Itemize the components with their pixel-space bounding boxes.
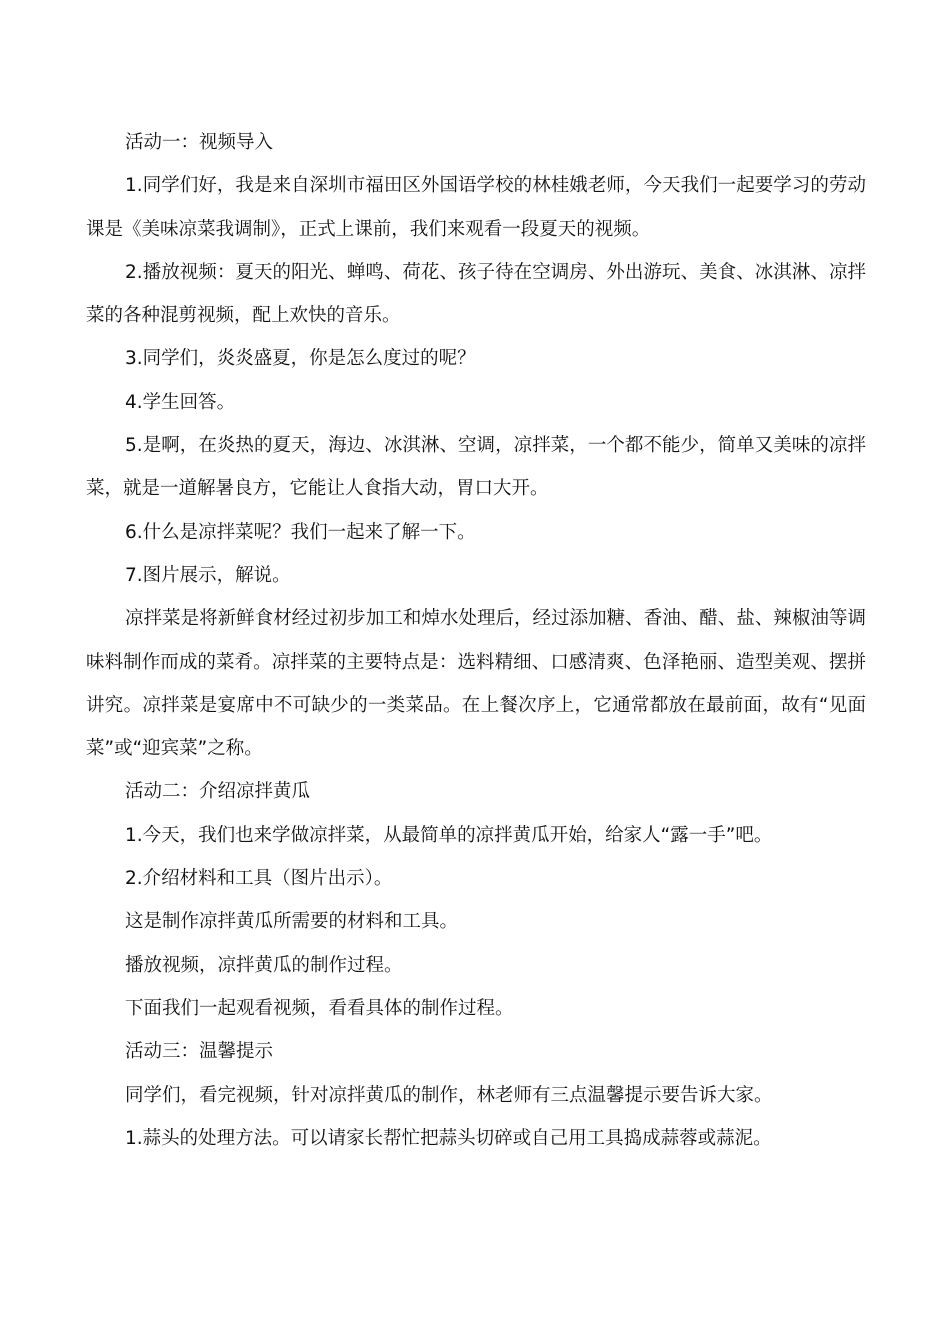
paragraph: 4.学生回答。 xyxy=(125,391,236,413)
paragraph: 1.蒜头的处理方法。可以请家长帮忙把蒜头切碎或自己用工具捣成蒜蓉或蒜泥。 xyxy=(125,1127,772,1149)
paragraph: 2.播放视频：夏天的阳光、蝉鸣、荷花、孩子待在空调房、外出游玩、美食、冰淇淋、凉拌菜的各种混剪视频，配上欢快的音乐。 xyxy=(86,261,866,327)
paragraph: 2.介绍材料和工具（图片出示）。 xyxy=(125,868,393,890)
heading-activity-3: 活动三：温馨提示 xyxy=(125,1041,274,1063)
paragraph: 1.今天，我们也来学做凉拌菜，从最简单的凉拌黄瓜开始，给家人“露一手”吧。 xyxy=(125,824,773,846)
paragraph: 1.同学们好，我是来自深圳市福田区外国语学校的林桂娥老师，今天我们一起要学习的劳动课是《美味凉菜我调制》，正式上课前，我们来观看一段夏天的视频。 xyxy=(86,175,866,240)
heading-activity-2: 活动二：介绍凉拌黄瓜 xyxy=(125,781,311,803)
paragraph: 播放视频，凉拌黄瓜的制作过程。 xyxy=(125,954,403,976)
paragraph: 下面我们一起观看视频，看看具体的制作过程。 xyxy=(125,997,514,1019)
paragraph: 7.图片展示，解说。 xyxy=(125,564,291,586)
paragraph: 这是制作凉拌黄瓜所需要的材料和工具。 xyxy=(125,911,459,933)
paragraph: 同学们，看完视频，针对凉拌黄瓜的制作，林老师有三点温馨提示要告诉大家。 xyxy=(125,1084,773,1106)
paragraph: 6.什么是凉拌菜呢？我们一起来了解一下。 xyxy=(125,521,476,543)
paragraph: 3.同学们，炎炎盛夏，你是怎么度过的呢？ xyxy=(125,348,476,370)
paragraph: 5.是啊，在炎热的夏天，海边、冰淇淋、空调，凉拌菜，一个都不能少，简单又美味的凉拌菜，就是一道解暑良方，它能让人食指大动，胃口大开。 xyxy=(86,435,866,500)
paragraph: 凉拌菜是将新鲜食材经过初步加工和焯水处理后，经过添加糖、香油、醋、盐、辣椒油等调味料制作而成的菜肴。凉拌菜的主要特点是：选料精细、口感清爽、色泽艳丽、造型美观、摆拼讲究。凉拌菜是宴席中不可缺少的一类菜品。在上餐次序上，它通常都放在最前面，故有“见面菜”或“迎宾菜”之称。 xyxy=(86,608,866,760)
heading-activity-1: 活动一：视频导入 xyxy=(125,132,274,153)
document-body xyxy=(86,121,866,1160)
